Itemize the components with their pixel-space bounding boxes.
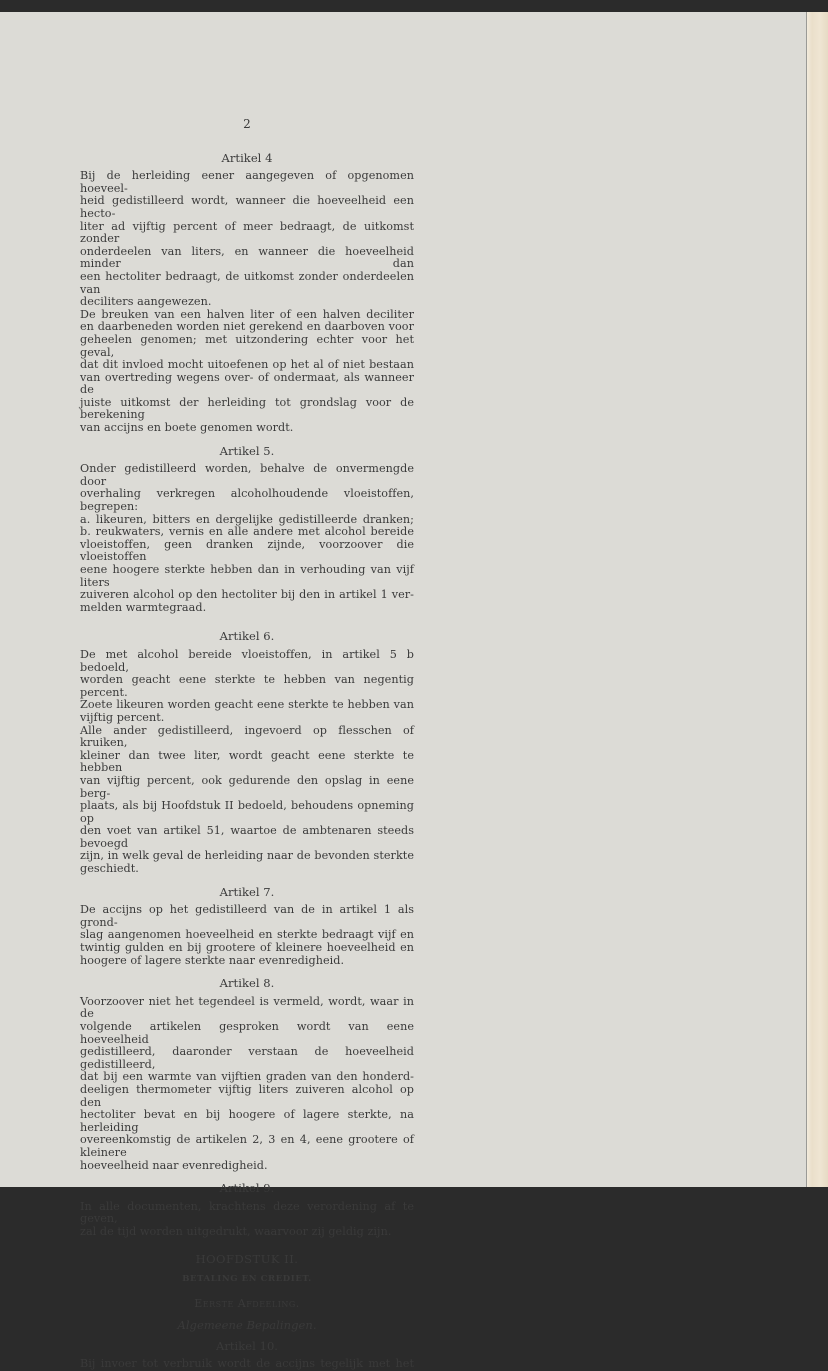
chapter-subtitle: BETALING EN CREDIET.	[80, 1273, 414, 1286]
text-line: deciliters aangewezen.	[80, 296, 414, 309]
article-heading: Artikel 5.	[80, 445, 414, 458]
text-line: dat dit invloed mocht uitoefenen op het al of niet bestaan	[80, 359, 414, 372]
text-line: twintig gulden en bij grootere of kleinere hoeveelheid en	[80, 942, 414, 955]
text-line: gedistilleerd, daaronder verstaan de hoeveelheid gedistilleerd,	[80, 1046, 414, 1071]
text-line: liter ad vijftig percent of meer bedraagt, de uitkomst zonder	[80, 221, 414, 246]
text-line: Bij invoer tot verbruik wordt de accijns tegelijk met het	[80, 1358, 414, 1371]
text-line: Voorzoover niet het tegendeel is vermeld, wordt, waar in de	[80, 996, 414, 1021]
article-6	[80, 630, 414, 875]
text-line: onderdeelen van liters, en wanneer die hoeveelheid minder dan	[80, 246, 414, 271]
text-line: vloeistoffen, geen dranken zijnde, voorzoover die vloeistoffen	[80, 539, 414, 564]
text-line: De accijns op het gedistilleerd van de in artikel 1 als grond-	[80, 904, 414, 929]
text-line: eene hoogere sterkte hebben dan in verhouding van vijf liters	[80, 564, 414, 589]
text-line: plaats, als bij Hoofdstuk II bedoeld, behoudens opneming op	[80, 800, 414, 825]
article-5	[80, 445, 414, 615]
text-line: zijn, in welk geval de herleiding naar de bevonden sterkte	[80, 850, 414, 863]
article-9	[80, 1182, 414, 1238]
text-line: b. reukwaters, vernis en alle andere met alcohol bereide	[80, 526, 414, 539]
text-line: van vijftig percent, ook gedurende den opslag in eene berg-	[80, 775, 414, 800]
text-line: kleiner dan twee liter, wordt geacht eene sterkte te hebben	[80, 750, 414, 775]
text-line: melden warmtegraad.	[80, 602, 414, 615]
text-line: worden geacht eene sterkte te hebben van negentig percent.	[80, 674, 414, 699]
text-line: Zoete likeuren worden geacht eene sterkte te hebben van	[80, 699, 414, 712]
text-line: van overtreding wegens over- of ondermaat, als wanneer de	[80, 372, 414, 397]
text-line: dat bij een warmte van vijftien graden van den honderd-	[80, 1071, 414, 1084]
section-label: Eerste Afdeeling.	[80, 1298, 414, 1311]
text-line: overhaling verkregen alcoholhoudende vloeistoffen, begrepen:	[80, 488, 414, 513]
text-line: Bij de herleiding eener aangegeven of opgenomen hoeveel-	[80, 170, 414, 195]
text-line: In alle documenten, krachtens deze verordening af te geven,	[80, 1201, 414, 1226]
page-number: 2	[80, 118, 414, 131]
article-7	[80, 886, 414, 968]
text-line: en daarbeneden worden niet gerekend en daarboven voor	[80, 321, 414, 334]
article-8	[80, 977, 414, 1172]
text-line: heid gedistilleerd wordt, wanneer die hoeveelheid een hecto-	[80, 195, 414, 220]
text-line: overeenkomstig de artikelen 2, 3 en 4, eene grootere of kleinere	[80, 1134, 414, 1159]
text-line: zuiveren alcohol op den hectoliter bij den in artikel 1 ver-	[80, 589, 414, 602]
text-line: hoogere of lagere sterkte naar evenredigheid.	[80, 955, 414, 968]
chapter-2	[80, 1253, 414, 1371]
text-line: slag aangenomen hoeveelheid en sterkte bedraagt vijf en	[80, 929, 414, 942]
text-line: den voet van artikel 51, waartoe de ambtenaren steeds bevoegd	[80, 825, 414, 850]
text-line: vijftig percent.	[80, 712, 414, 725]
article-heading: Artikel 6.	[80, 630, 414, 643]
document-text	[80, 118, 414, 1371]
text-line: volgende artikelen gesproken wordt van eene hoeveelheid	[80, 1021, 414, 1046]
text-line: hoeveelheid naar evenredigheid.	[80, 1160, 414, 1173]
text-line: geheelen genomen; met uitzondering echter voor het geval,	[80, 334, 414, 359]
text-line: van accijns en boete genomen wordt.	[80, 422, 414, 435]
text-line: geschiedt.	[80, 863, 414, 876]
text-line: juiste uitkomst der herleiding tot grondslag voor de berekening	[80, 397, 414, 422]
chapter-title: HOOFDSTUK II.	[80, 1253, 414, 1266]
text-line: een hectoliter bedraagt, de uitkomst zonder onderdeelen van	[80, 271, 414, 296]
page-edge-line	[806, 12, 807, 1187]
text-line: deeligen thermometer vijftig liters zuiveren alcohol op den	[80, 1084, 414, 1109]
article-heading: Artikel 4	[80, 152, 414, 165]
text-line: zal de tijd worden uitgedrukt, waarvoor zij geldig zijn.	[80, 1226, 414, 1239]
section-title: Algemeene Bepalingen.	[80, 1319, 414, 1332]
article-heading: Artikel 9.	[80, 1182, 414, 1195]
text-line: hectoliter bevat en bij hoogere of lagere sterkte, na herleiding	[80, 1109, 414, 1134]
text-line: De breuken van een halven liter of een halven deciliter	[80, 309, 414, 322]
article-heading: Artikel 10.	[80, 1340, 414, 1353]
text-line: Onder gedistilleerd worden, behalve de onvermengde door	[80, 463, 414, 488]
article-4	[80, 152, 414, 435]
text-line: De met alcohol bereide vloeistoffen, in artikel 5 b bedoeld,	[80, 649, 414, 674]
page-edge	[806, 12, 828, 1187]
article-heading: Artikel 8.	[80, 977, 414, 990]
text-line: a. likeuren, bitters en dergelijke gedistilleerde dranken;	[80, 514, 414, 527]
text-line: Alle ander gedistilleerd, ingevoerd op flesschen of kruiken,	[80, 725, 414, 750]
article-heading: Artikel 7.	[80, 886, 414, 899]
